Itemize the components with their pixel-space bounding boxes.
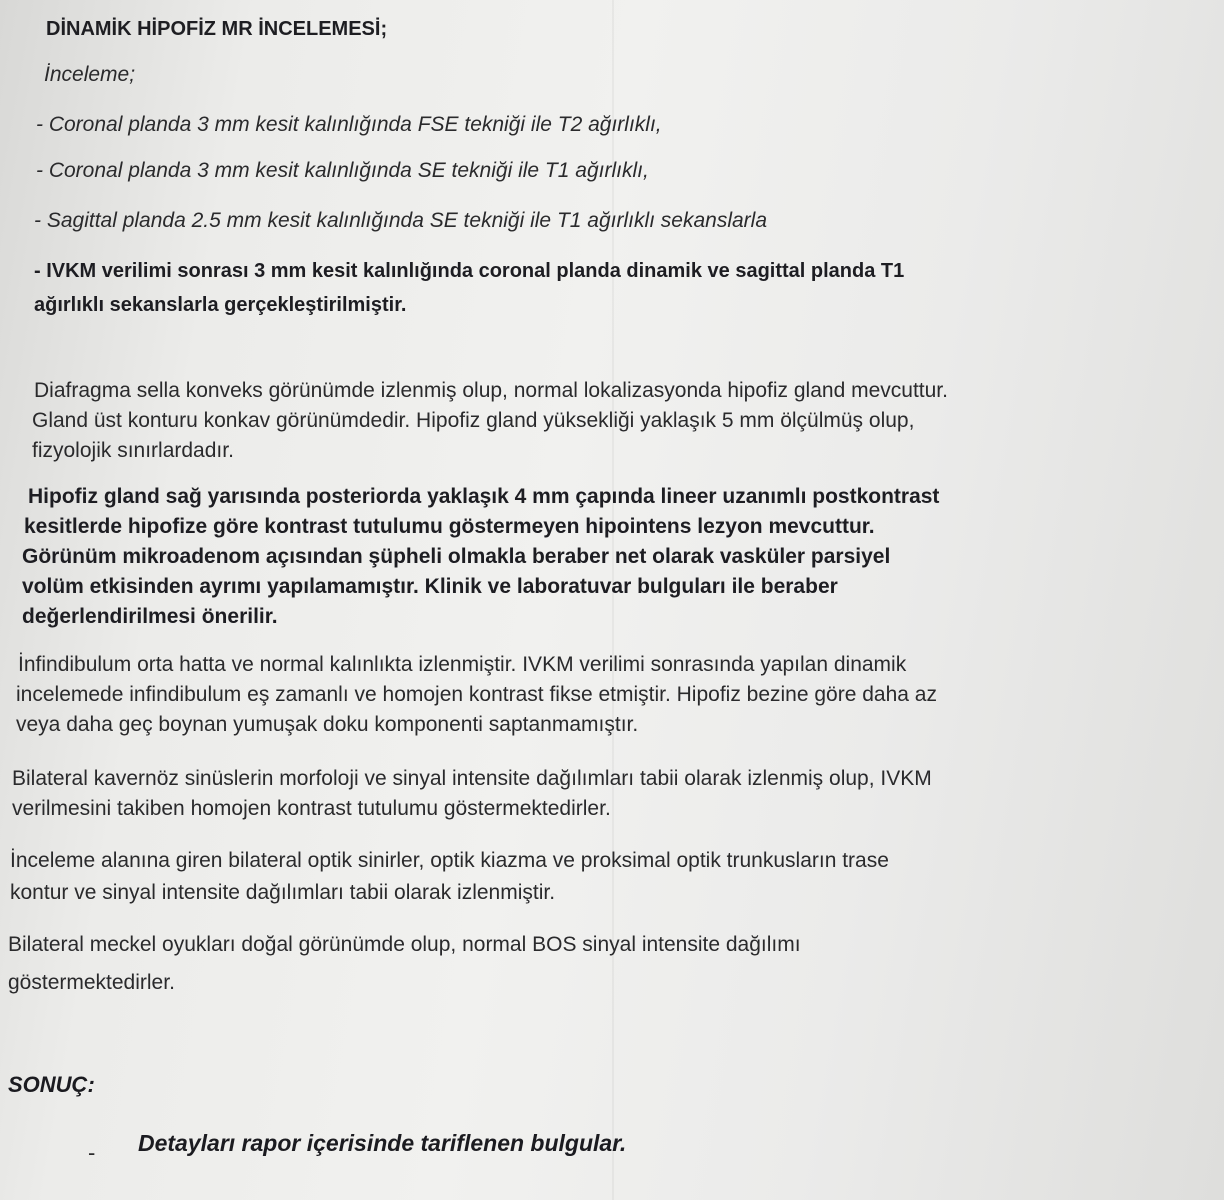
findings-line: Bilateral meckel oyukları doğal görünümde olup, normal BOS sinyal intensite dağılımı <box>8 933 801 956</box>
report-title: DİNAMİK HİPOFİZ MR İNCELEMESİ; <box>46 18 388 40</box>
findings-line: İnceleme alanına giren bilateral optik sinirler, optik kiazma ve proksimal optik trunkusların trase <box>10 849 889 872</box>
findings-bold-line: kesitlerde hipofize göre kontrast tutulumu göstermeyen hipointens lezyon mevcuttur. <box>24 515 875 538</box>
conclusion-text: Detayları rapor içerisinde tariflenen bulgular. <box>138 1130 627 1156</box>
findings-bold-line: volüm etkisinden ayrımı yapılamamıştır. Klinik ve laboratuvar bulguları ile beraber <box>22 575 838 598</box>
technique-item: - Coronal planda 3 mm kesit kalınlığında SE tekniği ile T1 ağırlıklı, <box>36 159 649 182</box>
findings-bold-line: değerlendirilmesi önerilir. <box>22 605 278 628</box>
findings-line: incelemede infindibulum eş zamanlı ve homojen kontrast fikse etmiştir. Hipofiz bezine göre daha az <box>16 683 937 706</box>
findings-line: fizyolojik sınırlardadır. <box>32 439 234 462</box>
findings-line: verilmesini takiben homojen kontrast tutulumu göstermektedirler. <box>12 797 611 820</box>
technique-contrast-line: ağırlıklı sekanslarla gerçekleştirilmiştir. <box>34 294 407 316</box>
conclusion-bullet: - <box>88 1140 96 1165</box>
technique-item: - Coronal planda 3 mm kesit kalınlığında FSE tekniği ile T2 ağırlıklı, <box>36 113 662 136</box>
technique-contrast-line: - IVKM verilimi sonrası 3 mm kesit kalınlığında coronal planda dinamik ve sagittal planda T1 <box>34 260 905 282</box>
findings-line: veya daha geç boynan yumuşak doku komponenti saptanmamıştır. <box>16 713 639 736</box>
findings-line: göstermektedirler. <box>8 971 175 994</box>
findings-line: Gland üst konturu konkav görünümdedir. Hipofiz gland yüksekliği yaklaşık 5 mm ölçülmüş olup, <box>32 409 915 432</box>
technique-intro: İnceleme; <box>44 63 136 86</box>
findings-line: kontur ve sinyal intensite dağılımları tabii olarak izlenmiştir. <box>10 881 556 904</box>
findings-line: İnfindibulum orta hatta ve normal kalınlıkta izlenmiştir. IVKM verilimi sonrasında yapılan dinamik <box>18 653 907 676</box>
technique-item: - Sagittal planda 2.5 mm kesit kalınlığında SE tekniği ile T1 ağırlıklı sekanslarla <box>34 209 768 232</box>
findings-bold-line: Hipofiz gland sağ yarısında posteriorda yaklaşık 4 mm çapında lineer uzanımlı postkontrast <box>28 485 940 508</box>
findings-bold-line: Görünüm mikroadenom açısından şüpheli olmakla beraber net olarak vasküler parsiyel <box>22 545 891 568</box>
findings-line: Bilateral kavernöz sinüslerin morfoloji ve sinyal intensite dağılımları tabii olarak izlenmiş olup, IVKM <box>12 767 932 790</box>
findings-line: Diafragma sella konveks görünümde izlenmiş olup, normal lokalizasyonda hipofiz gland mevcuttur. <box>34 379 948 402</box>
conclusion-label: SONUÇ: <box>8 1072 95 1097</box>
